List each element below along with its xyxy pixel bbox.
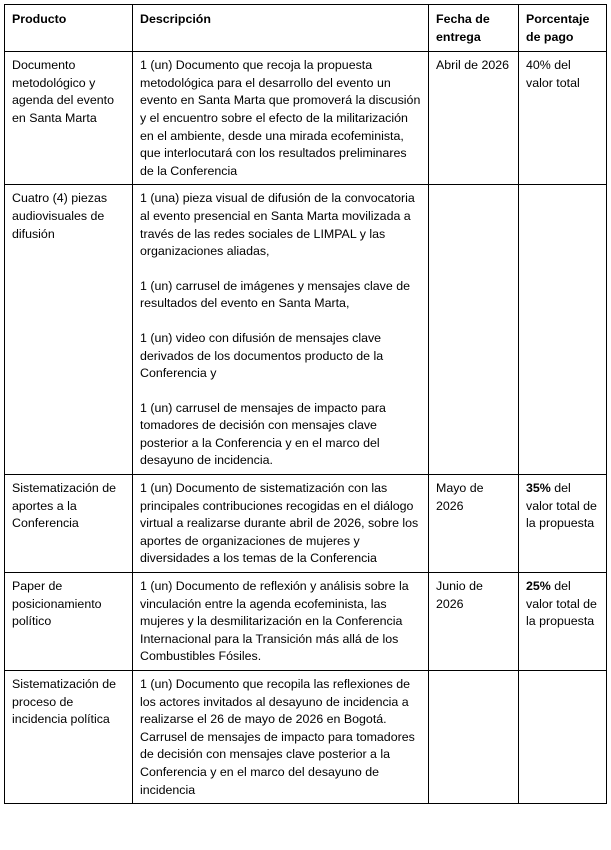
cell-descripcion: [133, 573, 429, 671]
descripcion-paragraph: 1 (un) Documento que recopila las reflexiones de los actores invitados al desayuno de incidencia a realizarse el 26 de mayo de 2026 en Bogotá.: [140, 677, 410, 727]
porcentaje-value: 35%: [526, 481, 551, 496]
cell-porcentaje-pago: [519, 185, 607, 475]
table-row: [5, 573, 607, 671]
porcentaje-value: 25%: [526, 579, 551, 594]
cell-producto: Cuatro (4) piezas audiovisuales de difusión: [5, 185, 133, 475]
cell-porcentaje-pago: [519, 573, 607, 671]
deliverables-table: [4, 4, 607, 804]
descripcion-paragraph: 1 (una) pieza visual de difusión de la convocatoria al evento presencial en Santa Marta movilizada a través de las redes sociales de LIMPAL y las organizaciones aliadas,: [140, 191, 415, 259]
cell-producto: Sistematización de aportes a la Conferencia: [5, 475, 133, 573]
cell-fecha-entrega: Mayo de 2026: [429, 475, 519, 573]
table-row: [5, 475, 607, 573]
porcentaje-description: del valor total de la propuesta: [526, 481, 597, 531]
descripcion-paragraph: 1 (un) Documento de sistematización con las principales contribuciones recogidas en el diálogo virtual a realizarse durante abril de 2026, sobre los aportes de organizaciones de mujeres y diversidades a los temas de la Conferencia: [140, 481, 419, 566]
cell-fecha-entrega: [429, 185, 519, 475]
table-row: [5, 671, 607, 804]
column-header-porcentaje-pago: [519, 5, 607, 52]
porcentaje-value: 40%: [526, 58, 551, 73]
cell-producto: Paper de posicionamiento político: [5, 573, 133, 671]
cell-descripcion: [133, 475, 429, 573]
column-header-fecha-entrega: [429, 5, 519, 52]
column-header-producto: Producto: [5, 5, 133, 52]
table-row: [5, 52, 607, 185]
cell-descripcion: [133, 671, 429, 804]
column-header-descripcion: Descripción: [133, 5, 429, 52]
descripcion-paragraph: 1 (un) carrusel de imágenes y mensajes clave de resultados del evento en Santa Marta,: [140, 278, 410, 311]
cell-porcentaje-pago: [519, 671, 607, 804]
descripcion-paragraph: Carrusel de mensajes de impacto para tomadores de decisión con mensajes clave posterior a la Conferencia y en el marco del desayuno de incidencia: [140, 729, 415, 797]
column-header-porcentaje-line1: Porcentaje: [526, 12, 590, 26]
table-row: [5, 185, 607, 475]
descripcion-paragraph: 1 (un) carrusel de mensajes de impacto para tomadores de decisión con mensajes clave posterior a la Conferencia y en el marco del desayuno de incidencia.: [140, 400, 386, 468]
cell-fecha-entrega: Abril de 2026: [429, 52, 519, 185]
column-header-fecha-line2: entrega: [436, 29, 481, 44]
column-header-fecha-line1: Fecha de: [436, 12, 490, 26]
cell-porcentaje-pago: [519, 475, 607, 573]
cell-fecha-entrega: Junio de 2026: [429, 573, 519, 671]
cell-producto: Sistematización de proceso de incidencia política: [5, 671, 133, 804]
porcentaje-description: del valor total: [526, 58, 580, 90]
cell-descripcion: [133, 185, 429, 475]
table-header-row: [5, 5, 607, 52]
table-body: [5, 52, 607, 804]
table-header: [5, 5, 607, 52]
cell-producto: Documento metodológico y agenda del evento en Santa Marta: [5, 52, 133, 185]
descripcion-paragraph: 1 (un) video con difusión de mensajes clave derivados de los documentos producto de la Conferencia y: [140, 330, 384, 381]
descripcion-paragraph: 1 (un) Documento que recoja la propuesta metodológica para el desarrollo del evento un evento en Santa Marta que promoverá la discusión y el encuentro sobre el efecto de la militarización en el ambiente, desde una mirada ecofeminista, que interlocutará con los resultados preliminares de la Conferencia: [140, 58, 421, 178]
porcentaje-description: del valor total de la propuesta: [526, 579, 597, 629]
cell-descripcion: [133, 52, 429, 185]
cell-porcentaje-pago: [519, 52, 607, 185]
cell-fecha-entrega: [429, 671, 519, 804]
column-header-porcentaje-line2: de pago: [526, 29, 574, 44]
descripcion-paragraph: 1 (un) Documento de reflexión y análisis sobre la vinculación entre la agenda ecofeminista, las mujeres y la desmilitarización en la Conferencia Internacional para la Transición más allá de los Combustibles Fósiles.: [140, 579, 409, 664]
